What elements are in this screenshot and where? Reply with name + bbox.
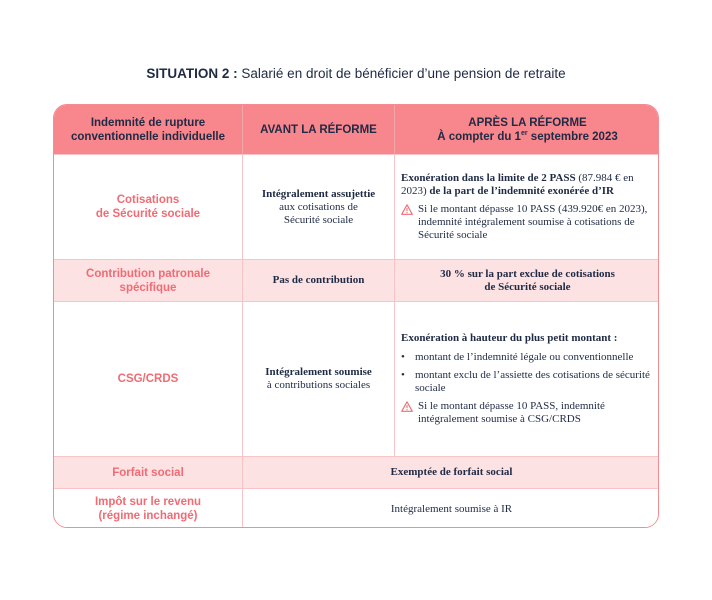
apres-contribution-bold2: de Sécurité sociale [484, 280, 571, 293]
row-label-impot-2: (régime inchangé) [98, 510, 198, 522]
impot-value: Intégralement soumise à IR [390, 502, 513, 515]
avant-cotisations-normal: aux cotisations de Sécurité sociale [279, 200, 358, 226]
row-label-cell [54, 260, 243, 301]
avant-contribution-text [273, 274, 365, 287]
comparison-table [53, 104, 659, 528]
header-col-apres-title: APRÈS LA RÉFORME [468, 116, 587, 129]
row-label-forfait: Forfait social [112, 466, 184, 479]
row-label-cell [54, 457, 243, 488]
table-header-row [54, 105, 659, 155]
apres-cell [395, 260, 659, 301]
row-label-contribution-2: spécifique [119, 281, 177, 294]
apres-csg-warning [401, 400, 654, 426]
page-title [0, 66, 712, 81]
row-label-cell [54, 155, 243, 259]
warning-triangle-icon [401, 204, 413, 215]
apres-cotisations-warning [401, 203, 654, 242]
row-label-csg: CSG/CRDS [117, 373, 179, 385]
apres-csg-warning-text: Si le montant dépasse 10 PASS, indemnité intégralement soumise à CSG/CRDS [418, 400, 605, 425]
apres-cotisations-normal1: (87.984 € en 2023) [401, 172, 634, 197]
bullet-text: montant exclu de l’assiette des cotisations de sécurité sociale [415, 369, 650, 394]
apres-cotisations-warning-text: Si le montant dépasse 10 PASS (439.920€ en 2023), indemnité intégralement soumise à cotisations de Sécurité sociale [418, 203, 648, 241]
apres-contribution-bold1: 30 % sur la part exclue de cotisations [440, 267, 615, 280]
apres-cell [395, 155, 659, 259]
avant-text [262, 188, 375, 201]
forfait-value-bold: Exemptée de forfait social [390, 466, 513, 478]
avant-csg-normal: à contributions sociales [266, 379, 371, 391]
apres-contribution-line1 [440, 268, 615, 281]
row-label-cotisations-2: de Sécurité sociale [95, 208, 201, 220]
forfait-value [391, 466, 513, 479]
header-col-apres-date [437, 130, 618, 144]
table-row-forfait [54, 457, 659, 489]
row-label-contribution-1: Contribution patronale [86, 267, 210, 280]
apres-cell [395, 302, 659, 456]
header-date-sup: er [520, 129, 528, 137]
apres-cotisations-text [401, 172, 654, 198]
avant-cell [243, 260, 395, 301]
header-date-prefix: À compter du 1 [437, 130, 521, 143]
header-col-indemnite-label: Indemnité de rupture conventionnelle individuelle [71, 116, 225, 143]
table-row-cotisations [54, 155, 659, 260]
apres-csg-bullet-list [401, 351, 654, 400]
list-item [401, 351, 654, 364]
header-col-indemnite [54, 105, 243, 154]
bullet-icon: • [401, 369, 405, 381]
header-date-suffix: septembre 2023 [530, 130, 618, 143]
avant-csg-bold: Intégralement soumise [265, 366, 372, 378]
apres-contribution-line2 [484, 281, 570, 294]
avant-cell [243, 155, 395, 259]
avant-cotisations-bold: Intégralement assujettie [261, 187, 376, 200]
apres-csg-heading [401, 332, 654, 345]
table-row-contribution [54, 260, 659, 302]
table-row-impot [54, 489, 659, 528]
list-item [401, 369, 654, 395]
bullet-icon: • [401, 351, 405, 363]
avant-contribution-bold: Pas de contribution [272, 274, 365, 286]
warning-triangle-icon [401, 401, 413, 412]
row-label-cell [54, 302, 243, 456]
avant-csg-line1 [265, 366, 372, 379]
apres-csg-heading-bold: Exonération à hauteur du plus petit montant : [401, 332, 618, 344]
situation-text: Salarié en droit de bénéficier d’une pension de retraite [241, 66, 566, 81]
situation-label: SITUATION 2 : [146, 66, 238, 81]
bullet-text: montant de l’indemnité légale ou conventionnelle [415, 351, 634, 363]
row-label-cotisations-1: Cotisations [116, 194, 180, 206]
avant-cell [243, 302, 395, 456]
row-label-impot-1: Impôt sur le revenu [94, 496, 202, 508]
header-col-avant-label: AVANT LA RÉFORME [260, 123, 377, 136]
header-col-avant [243, 105, 395, 154]
apres-cotisations-bold2: de la part de l’indemnité exonérée d’IR [429, 185, 614, 197]
merged-value-cell [243, 489, 659, 528]
header-col-apres [395, 105, 659, 154]
row-label-cell [54, 489, 243, 528]
apres-cotisations-bold1: Exonération dans la limite de 2 PASS [401, 172, 576, 184]
merged-value-cell [243, 457, 659, 488]
table-row-csg [54, 302, 659, 457]
